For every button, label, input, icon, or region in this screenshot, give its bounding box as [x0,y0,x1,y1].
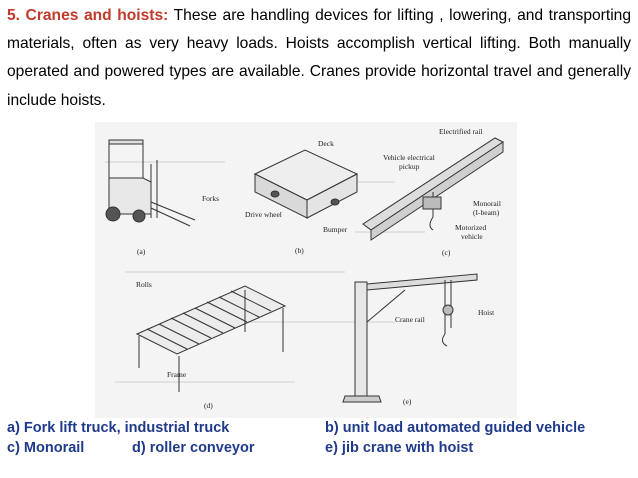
label-motorized-1: Motorized [455,223,487,232]
label-panel-b: (b) [295,246,304,255]
caption-a: a) Fork lift truck, industrial truck [7,420,230,436]
label-panel-e: (e) [403,397,412,406]
label-crane-rail: Crane rail [395,315,425,324]
caption-c: c) Monorail [7,440,85,456]
label-monorail-2: (I-beam) [473,208,500,217]
label-motorized-2: vehicle [461,232,483,241]
caption-b: b) unit load automated guided vehicle [325,420,586,436]
label-frame: Frame [167,370,187,379]
label-forks: Forks [202,194,220,203]
label-panel-c: (c) [442,248,451,257]
label-electrified-rail: Electrified rail [439,127,483,136]
label-hoist: Hoist [478,308,495,317]
paragraph-lead: 5. Cranes and hoists: [7,7,169,24]
figure-drawing [95,122,517,418]
label-monorail-1: Monorail [473,199,501,208]
caption-e: e) jib crane with hoist [325,440,474,456]
label-panel-d: (d) [204,401,213,410]
label-drive-wheel: Drive wheel [245,210,282,219]
material-handling-figure [95,122,517,418]
label-deck: Deck [318,139,334,148]
label-panel-a: (a) [137,247,146,256]
label-vehicle-pickup-1: Vehicle electrical [383,153,435,162]
label-bumper: Bumper [323,225,348,234]
paragraph-body: These are handling devices for lifting , lowering, and transporting materials, often as very heavy loads. Hoists accomplish vertical lifting. Both manually operated and powered types are available. Cranes provide horizontal travel and generally include hoists. [7,7,631,109]
caption-d: d) roller conveyor [132,440,255,456]
label-rolls: Rolls [136,280,152,289]
description-paragraph [7,2,631,115]
label-vehicle-pickup-2: pickup [399,162,420,171]
